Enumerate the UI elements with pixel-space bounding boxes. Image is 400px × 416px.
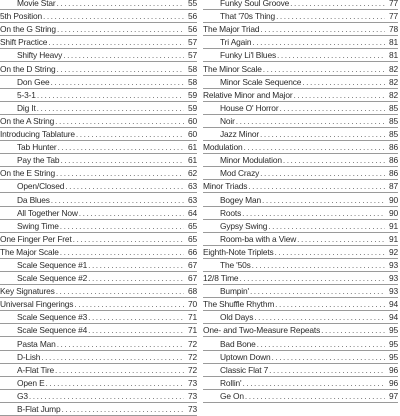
- toc-entry-title: On the G String: [0, 24, 56, 35]
- toc-entry: [203, 351, 398, 364]
- toc-entry-page-number: 86: [388, 155, 398, 166]
- toc-dot-leader: [88, 272, 184, 284]
- toc-entry-page-number: 96: [388, 377, 398, 388]
- toc-dot-leader: [242, 207, 385, 219]
- toc-entry-title: Open E: [17, 377, 45, 388]
- toc-entry-page-number: 85: [388, 129, 398, 140]
- toc-entry: [203, 337, 398, 350]
- toc-dot-leader: [48, 36, 184, 48]
- toc-entry: [203, 167, 398, 180]
- toc-entry: [0, 311, 197, 324]
- toc-entry-title: Shifty Heavy: [17, 50, 63, 61]
- toc-entry-page-number: 82: [388, 89, 398, 100]
- toc-entry-title: Relative Minor and Major: [203, 89, 293, 100]
- toc-entry-page-number: 60: [187, 129, 197, 140]
- toc-dot-leader: [254, 311, 385, 323]
- toc-entry: [203, 10, 398, 23]
- toc-dot-leader: [37, 102, 184, 114]
- toc-entry-page-number: 94: [388, 299, 398, 310]
- toc-entry-page-number: 58: [187, 63, 197, 74]
- toc-entry-title: 5-3-1: [17, 89, 36, 100]
- toc-entry-title: Room-ba with a View: [220, 233, 297, 244]
- toc-entry: [203, 154, 398, 167]
- toc-entry-title: Bad Bone: [220, 338, 256, 349]
- toc-entry: [0, 193, 197, 206]
- toc-entry-page-number: 85: [388, 115, 398, 126]
- toc-entry: [0, 377, 197, 390]
- toc-entry-title: Scale Sequence #2: [17, 273, 88, 284]
- toc-dot-leader: [43, 10, 184, 22]
- toc-entry-page-number: 93: [388, 259, 398, 270]
- toc-entry: [203, 62, 398, 75]
- toc-entry-page-number: 59: [187, 102, 197, 113]
- toc-entry-title: Bogey Man: [220, 194, 262, 205]
- toc-entry: [203, 49, 398, 62]
- toc-dot-leader: [62, 403, 185, 415]
- toc-entry-title: On the D String: [0, 63, 56, 74]
- toc-dot-leader: [74, 298, 184, 310]
- toc-entry-page-number: 86: [388, 142, 398, 153]
- toc-dot-leader: [283, 154, 385, 166]
- toc-entry-title: The Major Scale: [0, 246, 59, 257]
- toc-entry-page-number: 66: [187, 246, 197, 257]
- toc-entry: [203, 272, 398, 285]
- toc-dot-leader: [50, 76, 184, 88]
- toc-dot-leader: [275, 298, 385, 310]
- toc-entry-title: Roots: [220, 207, 242, 218]
- toc-dot-leader: [65, 180, 184, 192]
- toc-entry-title: Scale Sequence #4: [17, 325, 88, 336]
- toc-entry-title: The Minor Scale: [203, 63, 262, 74]
- toc-entry-title: Scale Sequence #3: [17, 312, 88, 323]
- toc-dot-leader: [57, 141, 184, 153]
- toc-right-column: [203, 0, 398, 403]
- toc-dot-leader: [250, 285, 385, 297]
- toc-dot-leader: [243, 141, 385, 153]
- toc-entry-title: Gypsy Swing: [220, 220, 268, 231]
- toc-dot-leader: [46, 377, 184, 389]
- toc-entry-page-number: 61: [187, 142, 197, 153]
- toc-dot-leader: [57, 338, 184, 350]
- toc-entry: [203, 193, 398, 206]
- toc-entry: [0, 364, 197, 377]
- toc-dot-leader: [269, 364, 385, 376]
- toc-entry-page-number: 56: [187, 24, 197, 35]
- toc-entry-page-number: 59: [187, 89, 197, 100]
- toc-entry-title: Introducing Tablature: [0, 129, 75, 140]
- toc-entry-title: Mod Crazy: [220, 168, 260, 179]
- toc-dot-leader: [297, 233, 385, 245]
- toc-dot-leader: [272, 351, 386, 363]
- toc-entry: [0, 167, 197, 180]
- toc-entry: [203, 233, 398, 246]
- toc-dot-leader: [239, 272, 385, 284]
- toc-dot-leader: [252, 36, 385, 48]
- toc-entry-title: One- and Two-Measure Repeats: [203, 325, 321, 336]
- toc-entry-page-number: 68: [187, 286, 197, 297]
- toc-entry-title: Ge On: [220, 390, 244, 401]
- toc-entry-page-number: 77: [388, 0, 398, 9]
- toc-dot-leader: [55, 115, 184, 127]
- toc-entry: [0, 233, 197, 246]
- toc-dot-leader: [73, 233, 184, 245]
- toc-dot-leader: [321, 324, 385, 336]
- toc-entry-title: Old Days: [220, 312, 254, 323]
- toc-entry: [203, 23, 398, 36]
- toc-entry-page-number: 92: [388, 246, 398, 257]
- toc-entry-page-number: 82: [388, 76, 398, 87]
- toc-entry: [203, 390, 398, 403]
- toc-entry-page-number: 97: [388, 390, 398, 401]
- toc-entry-page-number: 82: [388, 63, 398, 74]
- toc-entry: [0, 207, 197, 220]
- toc-entry-title: Key Signatures: [0, 286, 55, 297]
- toc-entry: [0, 272, 197, 285]
- toc-entry: [203, 298, 398, 311]
- toc-entry-title: B-Flat Jump: [17, 404, 61, 414]
- toc-entry-title: Minor Triads: [203, 181, 248, 192]
- toc-entry: [0, 23, 197, 36]
- toc-entry-page-number: 91: [388, 233, 398, 244]
- toc-entry: [203, 377, 398, 390]
- toc-dot-leader: [56, 63, 184, 75]
- toc-dot-leader: [260, 128, 385, 140]
- toc-dot-leader: [290, 0, 385, 9]
- toc-entry: [203, 115, 398, 128]
- toc-entry-page-number: 86: [388, 168, 398, 179]
- toc-entry-title: Uptown Down: [220, 351, 271, 362]
- toc-entry: [203, 364, 398, 377]
- toc-entry: [203, 102, 398, 115]
- toc-entry-page-number: 96: [388, 364, 398, 375]
- toc-entry: [0, 128, 197, 141]
- toc-entry-page-number: 57: [187, 50, 197, 61]
- toc-entry-title: Shift Practice: [0, 37, 48, 48]
- toc-dot-leader: [37, 89, 184, 101]
- toc-entry-page-number: 72: [187, 364, 197, 375]
- toc-entry-title: Bumpin': [220, 286, 249, 297]
- toc-entry-page-number: 71: [187, 312, 197, 323]
- toc-entry: [0, 285, 197, 298]
- toc-entry: [203, 246, 398, 259]
- toc-entry: [203, 89, 398, 102]
- toc-entry: [0, 36, 197, 49]
- toc-entry-title: Eighth-Note Triplets: [203, 246, 274, 257]
- toc-dot-leader: [60, 154, 184, 166]
- toc-entry: [0, 220, 197, 233]
- toc-dot-leader: [276, 10, 385, 22]
- toc-dot-leader: [88, 259, 184, 271]
- toc-dot-leader: [57, 0, 184, 9]
- toc-entry: [0, 351, 197, 364]
- toc-entry: [203, 259, 398, 272]
- toc-dot-leader: [56, 167, 184, 179]
- toc-entry-page-number: 95: [388, 351, 398, 362]
- toc-entry: [203, 324, 398, 337]
- toc-entry-page-number: 60: [187, 115, 197, 126]
- toc-entry-title: Rollin': [220, 377, 242, 388]
- toc-entry-page-number: 95: [388, 338, 398, 349]
- toc-entry-title: G3: [17, 390, 28, 401]
- toc-dot-leader: [63, 49, 184, 61]
- toc-dot-leader: [263, 63, 385, 75]
- toc-entry-page-number: 87: [388, 181, 398, 192]
- toc-entry-title: Noir: [220, 115, 235, 126]
- toc-dot-leader: [88, 324, 184, 336]
- toc-entry-page-number: 64: [187, 207, 197, 218]
- toc-entry-page-number: 72: [187, 338, 197, 349]
- toc-entry: [0, 324, 197, 337]
- toc-entry-title: The Major Triad: [203, 24, 260, 35]
- toc-entry-page-number: 56: [187, 11, 197, 22]
- toc-entry: [0, 403, 197, 416]
- toc-entry: [203, 180, 398, 193]
- toc-entry-page-number: 93: [388, 273, 398, 284]
- toc-dot-leader: [57, 23, 184, 35]
- toc-entry: [0, 298, 197, 311]
- toc-entry-page-number: 63: [187, 181, 197, 192]
- toc-entry-title: Classic Flat 7: [220, 364, 269, 375]
- toc-dot-leader: [275, 246, 385, 258]
- toc-entry-title: Da Blues: [17, 194, 50, 205]
- toc-dot-leader: [60, 220, 184, 232]
- toc-entry-page-number: 58: [187, 76, 197, 87]
- toc-entry-title: D-Lish: [17, 351, 41, 362]
- toc-dot-leader: [245, 390, 385, 402]
- toc-dot-leader: [262, 194, 385, 206]
- toc-entry-page-number: 85: [388, 102, 398, 113]
- toc-dot-leader: [60, 246, 184, 258]
- toc-entry-page-number: 57: [187, 37, 197, 48]
- toc-dot-leader: [294, 89, 386, 101]
- toc-dot-leader: [55, 364, 184, 376]
- toc-dot-leader: [56, 285, 184, 297]
- toc-entry-title: Don Gee: [17, 76, 50, 87]
- toc-entry-title: House O' Horror: [220, 102, 279, 113]
- toc-dot-leader: [279, 102, 385, 114]
- toc-entry-title: Funky Soul Groove: [220, 0, 290, 9]
- toc-entry-page-number: 71: [187, 325, 197, 336]
- toc-entry-page-number: 63: [187, 194, 197, 205]
- toc-dot-leader: [88, 311, 184, 323]
- toc-entry-page-number: 91: [388, 220, 398, 231]
- toc-entry: [0, 390, 197, 403]
- toc-dot-leader: [268, 220, 385, 232]
- toc-entry: [0, 76, 197, 89]
- toc-entry-title: Minor Scale Sequence: [220, 76, 302, 87]
- toc-entry-page-number: 93: [388, 286, 398, 297]
- toc-entry-title: A-Flat Tire: [17, 364, 54, 375]
- toc-entry-title: Funky Li'l Blues: [220, 50, 276, 61]
- toc-entry-title: On the A String: [0, 115, 55, 126]
- toc-entry: [203, 76, 398, 89]
- toc-entry: [0, 259, 197, 272]
- toc-entry-title: Modulation: [203, 142, 243, 153]
- toc-dot-leader: [51, 194, 184, 206]
- toc-entry: [0, 246, 197, 259]
- toc-dot-leader: [260, 23, 385, 35]
- toc-entry-page-number: 81: [388, 50, 398, 61]
- toc-entry-title: Tab Hunter: [17, 142, 57, 153]
- toc-entry: [203, 285, 398, 298]
- toc-dot-leader: [277, 49, 385, 61]
- toc-entry-page-number: 77: [388, 11, 398, 22]
- toc-entry-page-number: 73: [187, 390, 197, 401]
- toc-entry-title: One Finger Per Fret: [0, 233, 72, 244]
- toc-entry-page-number: 67: [187, 259, 197, 270]
- toc-dot-leader: [248, 180, 385, 192]
- toc-dot-leader: [257, 338, 385, 350]
- toc-entry: [0, 0, 197, 10]
- toc-left-column: [0, 0, 197, 416]
- toc-entry-title: Swing Time: [17, 220, 59, 231]
- toc-entry: [0, 154, 197, 167]
- toc-entry-page-number: 65: [187, 233, 197, 244]
- toc-entry: [203, 128, 398, 141]
- toc-entry-title: Tri Again: [220, 37, 252, 48]
- toc-dot-leader: [41, 351, 184, 363]
- toc-entry-title: Pasta Man: [17, 338, 56, 349]
- toc-entry: [203, 0, 398, 10]
- toc-entry-title: 12/8 Time: [203, 273, 239, 284]
- toc-dot-leader: [302, 76, 385, 88]
- toc-entry-title: Open/Closed: [17, 181, 65, 192]
- toc-entry-page-number: 65: [187, 220, 197, 231]
- toc-entry: [203, 36, 398, 49]
- toc-entry: [0, 10, 197, 23]
- toc-entry-title: Dig It: [17, 102, 36, 113]
- toc-entry-title: All Together Now: [17, 207, 78, 218]
- toc-entry-page-number: 55: [187, 0, 197, 9]
- toc-entry-title: That '70s Thing: [220, 11, 276, 22]
- toc-entry-title: 5th Position: [0, 11, 42, 22]
- toc-entry: [0, 49, 197, 62]
- toc-entry-page-number: 67: [187, 273, 197, 284]
- toc-dot-leader: [243, 377, 386, 389]
- toc-entry-title: The Shuffle Rhythm: [203, 299, 275, 310]
- toc-entry: [0, 180, 197, 193]
- toc-entry-title: Jazz Minor: [220, 129, 259, 140]
- toc-entry-page-number: 81: [388, 37, 398, 48]
- toc-dot-leader: [29, 390, 184, 402]
- toc-entry-page-number: 90: [388, 207, 398, 218]
- toc-entry-page-number: 90: [388, 194, 398, 205]
- toc-dot-leader: [260, 167, 385, 179]
- toc-dot-leader: [76, 128, 184, 140]
- toc-entry: [0, 102, 197, 115]
- toc-entry-title: The '50s: [220, 259, 251, 270]
- toc-entry-title: Movie Star: [17, 0, 56, 9]
- toc-entry-page-number: 95: [388, 325, 398, 336]
- toc-entry-title: Pay the Tab: [17, 155, 60, 166]
- toc-entry-page-number: 70: [187, 299, 197, 310]
- toc-entry-page-number: 72: [187, 351, 197, 362]
- toc-entry-page-number: 73: [187, 404, 197, 414]
- toc-entry-page-number: 61: [187, 155, 197, 166]
- toc-entry: [0, 337, 197, 350]
- toc-entry: [0, 115, 197, 128]
- toc-entry-title: On the E String: [0, 168, 56, 179]
- toc-dot-leader: [79, 207, 184, 219]
- toc-entry-page-number: 94: [388, 312, 398, 323]
- toc-entry: [203, 141, 398, 154]
- toc-entry: [203, 311, 398, 324]
- toc-entry-title: Minor Modulation: [220, 155, 282, 166]
- toc-entry-page-number: 78: [388, 24, 398, 35]
- toc-entry-title: Scale Sequence #1: [17, 259, 88, 270]
- toc-entry: [0, 62, 197, 75]
- toc-entry-title: Universal Fingerings: [0, 299, 74, 310]
- toc-entry: [0, 89, 197, 102]
- toc-entry: [203, 207, 398, 220]
- toc-dot-leader: [236, 115, 385, 127]
- toc-entry-page-number: 62: [187, 168, 197, 179]
- toc-dot-leader: [252, 259, 385, 271]
- toc-entry-page-number: 73: [187, 377, 197, 388]
- toc-entry: [0, 141, 197, 154]
- toc-entry: [203, 220, 398, 233]
